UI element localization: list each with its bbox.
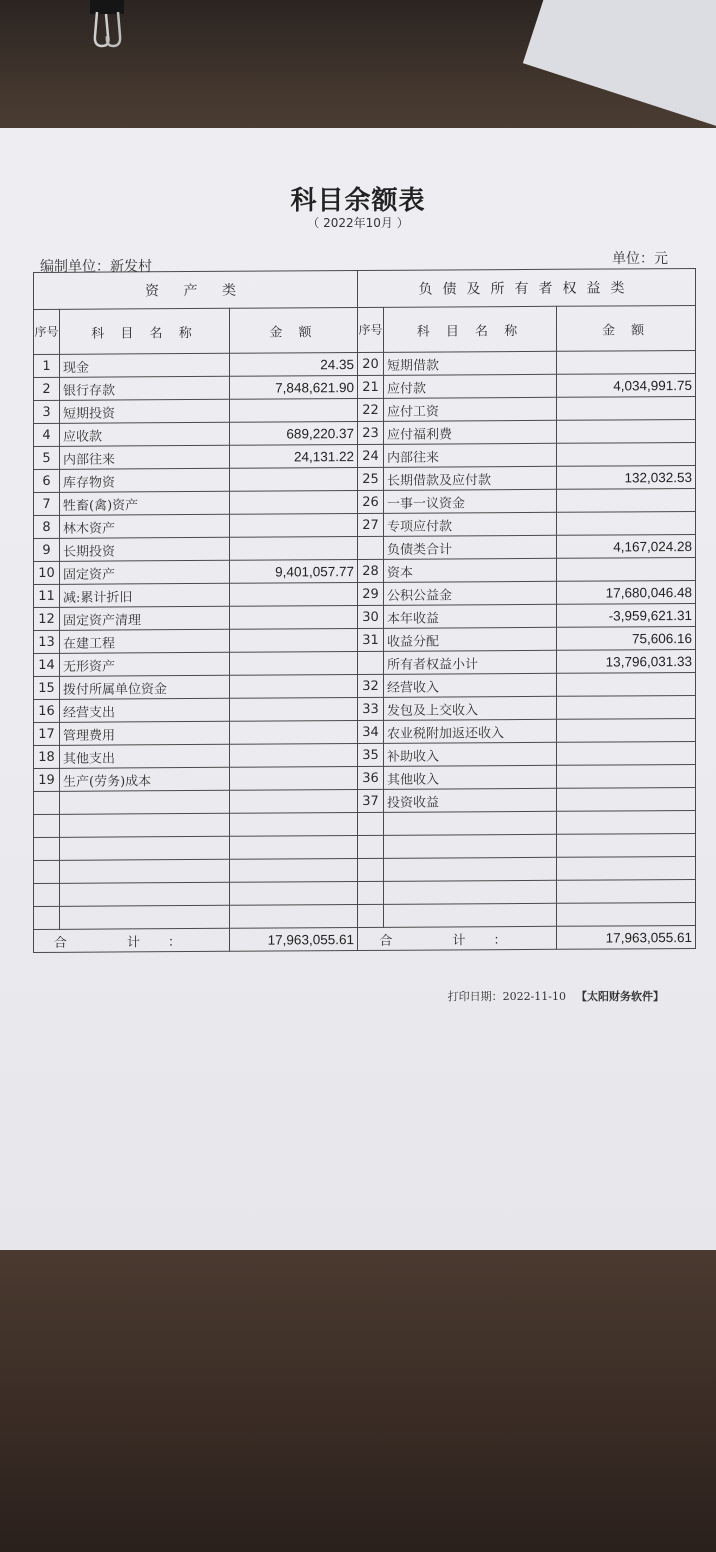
assets-category-header: 资 产 类 (34, 271, 358, 310)
right-seq: 22 (358, 398, 384, 421)
left-seq: 19 (34, 768, 60, 791)
left-amount (230, 468, 358, 492)
left-account-name: 现金 (60, 353, 230, 377)
right-seq: 21 (358, 375, 384, 398)
right-account-name: 公积公益金 (384, 581, 557, 605)
right-account-name: 所有者权益小计 (384, 650, 557, 674)
left-amount (230, 836, 358, 860)
right-account-name: 一事一议资金 (384, 489, 557, 513)
right-amount: 75,606.16 (557, 626, 696, 650)
right-amount (557, 833, 696, 857)
right-seq (358, 904, 384, 927)
left-seq (34, 906, 60, 929)
right-amount: 4,034,991.75 (557, 373, 696, 397)
left-amount (230, 514, 358, 538)
right-account-name: 发包及上交收入 (384, 696, 557, 720)
right-account-name: 内部往来 (384, 443, 557, 467)
right-amount (557, 442, 696, 466)
left-account-name: 库存物资 (60, 468, 230, 492)
left-total-amount: 17,963,055.61 (230, 928, 358, 952)
binder-clip-icon (82, 0, 132, 60)
right-account-name: 本年收益 (384, 604, 557, 628)
report-title: 科目余额表 (290, 186, 426, 216)
right-seq: 25 (358, 467, 384, 490)
right-amount (557, 741, 696, 765)
right-amount (557, 557, 696, 581)
left-amount: 7,848,621.90 (230, 376, 358, 400)
left-total-label: 合 计： (34, 928, 230, 952)
right-seq: 32 (358, 674, 384, 697)
left-seq: 5 (34, 446, 60, 469)
left-seq (34, 837, 60, 860)
right-amount (557, 672, 696, 696)
right-amount (557, 879, 696, 903)
right-amount (557, 902, 696, 926)
left-account-name: 拨付所属单位资金 (60, 675, 230, 699)
right-seq: 34 (358, 720, 384, 743)
left-account-name: 减:累计折旧 (60, 583, 230, 607)
left-account-name: 经营支出 (60, 698, 230, 722)
left-seq: 1 (34, 354, 60, 377)
right-total-amount: 17,963,055.61 (557, 925, 696, 949)
left-account-name: 生产(劳务)成本 (60, 767, 230, 791)
left-amount: 689,220.37 (230, 422, 358, 446)
left-amount (230, 698, 358, 722)
left-seq: 13 (34, 630, 60, 653)
right-seq: 26 (358, 490, 384, 513)
left-account-name: 应收款 (60, 422, 230, 446)
right-seq: 27 (358, 513, 384, 536)
left-seq (34, 883, 60, 906)
right-amount (557, 488, 696, 512)
left-amount (230, 882, 358, 906)
right-seq: 33 (358, 697, 384, 720)
print-footer (448, 988, 664, 1004)
organization-label: 编制单位：新发村 (40, 259, 152, 275)
left-account-name: 银行存款 (60, 376, 230, 400)
left-seq: 6 (34, 469, 60, 492)
left-amount (230, 675, 358, 699)
left-account-name (60, 790, 230, 814)
right-amount (557, 695, 696, 719)
right-name-header: 科 目 名 称 (384, 306, 557, 352)
right-account-name: 短期借款 (384, 351, 557, 375)
right-amount (557, 856, 696, 880)
right-account-name: 应付款 (384, 374, 557, 398)
right-account-name: 投资收益 (384, 788, 557, 812)
left-account-name: 林木资产 (60, 514, 230, 538)
right-seq-header: 序号 (358, 307, 384, 352)
right-amount (557, 511, 696, 535)
right-amount: 4,167,024.28 (557, 534, 696, 558)
right-account-name: 经营收入 (384, 673, 557, 697)
right-amount: -3,959,621.31 (557, 603, 696, 627)
left-amount (230, 767, 358, 791)
right-amount (557, 787, 696, 811)
left-seq: 14 (34, 653, 60, 676)
right-seq: 23 (358, 421, 384, 444)
left-account-name: 固定资产清理 (60, 606, 230, 630)
left-seq: 9 (34, 538, 60, 561)
right-seq: 36 (358, 766, 384, 789)
left-account-name: 在建工程 (60, 629, 230, 653)
left-seq (34, 814, 60, 837)
left-seq: 10 (34, 561, 60, 584)
left-amount-header: 金 额 (230, 308, 358, 354)
right-account-name: 应付工资 (384, 397, 557, 421)
balance-table (33, 268, 696, 953)
right-amount: 17,680,046.48 (557, 580, 696, 604)
left-account-name: 内部往来 (60, 445, 230, 469)
left-amount (230, 813, 358, 837)
report-period: （ 2022年10月 ） (307, 216, 409, 230)
right-account-name: 补助收入 (384, 742, 557, 766)
left-seq: 4 (34, 423, 60, 446)
right-seq (358, 881, 384, 904)
print-date: 打印日期：2022-11-10 (447, 990, 566, 1003)
left-seq (34, 791, 60, 814)
balance-table-wrap (33, 268, 695, 953)
left-seq: 12 (34, 607, 60, 630)
right-seq (358, 651, 384, 674)
right-seq: 29 (358, 582, 384, 605)
right-account-name (384, 857, 557, 881)
software-name: 【太阳财务软件】 (576, 990, 664, 1003)
right-seq: 31 (358, 628, 384, 651)
left-account-name (60, 836, 230, 860)
left-account-name (60, 882, 230, 906)
right-seq (358, 835, 384, 858)
left-amount: 24,131.22 (230, 445, 358, 469)
right-account-name (384, 880, 557, 904)
right-account-name: 专项应付款 (384, 512, 557, 536)
left-amount (230, 629, 358, 653)
right-account-name (384, 903, 557, 927)
right-account-name: 负债类合计 (384, 535, 557, 559)
left-amount (230, 652, 358, 676)
left-seq: 2 (34, 377, 60, 400)
left-account-name (60, 859, 230, 883)
right-seq (358, 858, 384, 881)
left-account-name: 无形资产 (60, 652, 230, 676)
currency-unit-label: 单位：元 (612, 251, 668, 267)
right-account-name: 收益分配 (384, 627, 557, 651)
left-seq (34, 860, 60, 883)
right-seq (358, 536, 384, 559)
left-account-name: 其他支出 (60, 744, 230, 768)
left-account-name: 长期投资 (60, 537, 230, 561)
left-seq: 18 (34, 745, 60, 768)
left-account-name (60, 813, 230, 837)
left-account-name: 短期投资 (60, 399, 230, 423)
right-total-label: 合 计： (358, 926, 557, 950)
left-seq: 16 (34, 699, 60, 722)
left-account-name (60, 905, 230, 929)
right-account-name: 资本 (384, 558, 557, 582)
left-amount (230, 859, 358, 883)
right-amount (557, 764, 696, 788)
right-amount (557, 350, 696, 374)
left-account-name: 牲畜(禽)资产 (60, 491, 230, 515)
left-amount (230, 537, 358, 561)
right-amount (557, 396, 696, 420)
left-amount (230, 790, 358, 814)
left-amount (230, 744, 358, 768)
liabilities-category-header: 负债及所有者权益类 (358, 268, 696, 307)
right-seq: 30 (358, 605, 384, 628)
right-account-name: 其他收入 (384, 765, 557, 789)
left-amount (230, 399, 358, 423)
left-seq: 11 (34, 584, 60, 607)
left-amount: 24.35 (230, 353, 358, 377)
background-bottom (0, 1250, 716, 1552)
right-account-name: 农业税附加返还收入 (384, 719, 557, 743)
right-amount (557, 718, 696, 742)
right-amount-header: 金 额 (557, 305, 696, 351)
left-name-header: 科 目 名 称 (60, 308, 230, 354)
left-account-name: 固定资产 (60, 560, 230, 584)
right-amount: 132,032.53 (557, 465, 696, 489)
right-seq: 35 (358, 743, 384, 766)
left-amount (230, 583, 358, 607)
right-seq: 24 (358, 444, 384, 467)
right-account-name (384, 811, 557, 835)
left-amount (230, 491, 358, 515)
left-amount (230, 606, 358, 630)
right-amount (557, 810, 696, 834)
right-amount: 13,796,031.33 (557, 649, 696, 673)
right-seq (358, 812, 384, 835)
left-seq: 3 (34, 400, 60, 423)
right-seq: 28 (358, 559, 384, 582)
left-seq-header: 序号 (34, 309, 60, 354)
right-account-name (384, 834, 557, 858)
right-account-name: 长期借款及应付款 (384, 466, 557, 490)
left-seq: 8 (34, 515, 60, 538)
left-seq: 15 (34, 676, 60, 699)
left-seq: 17 (34, 722, 60, 745)
right-seq: 20 (358, 352, 384, 375)
right-seq: 37 (358, 789, 384, 812)
right-amount (557, 419, 696, 443)
left-account-name: 管理费用 (60, 721, 230, 745)
left-seq: 7 (34, 492, 60, 515)
left-amount (230, 905, 358, 929)
left-amount: 9,401,057.77 (230, 560, 358, 584)
right-account-name: 应付福利费 (384, 420, 557, 444)
left-amount (230, 721, 358, 745)
